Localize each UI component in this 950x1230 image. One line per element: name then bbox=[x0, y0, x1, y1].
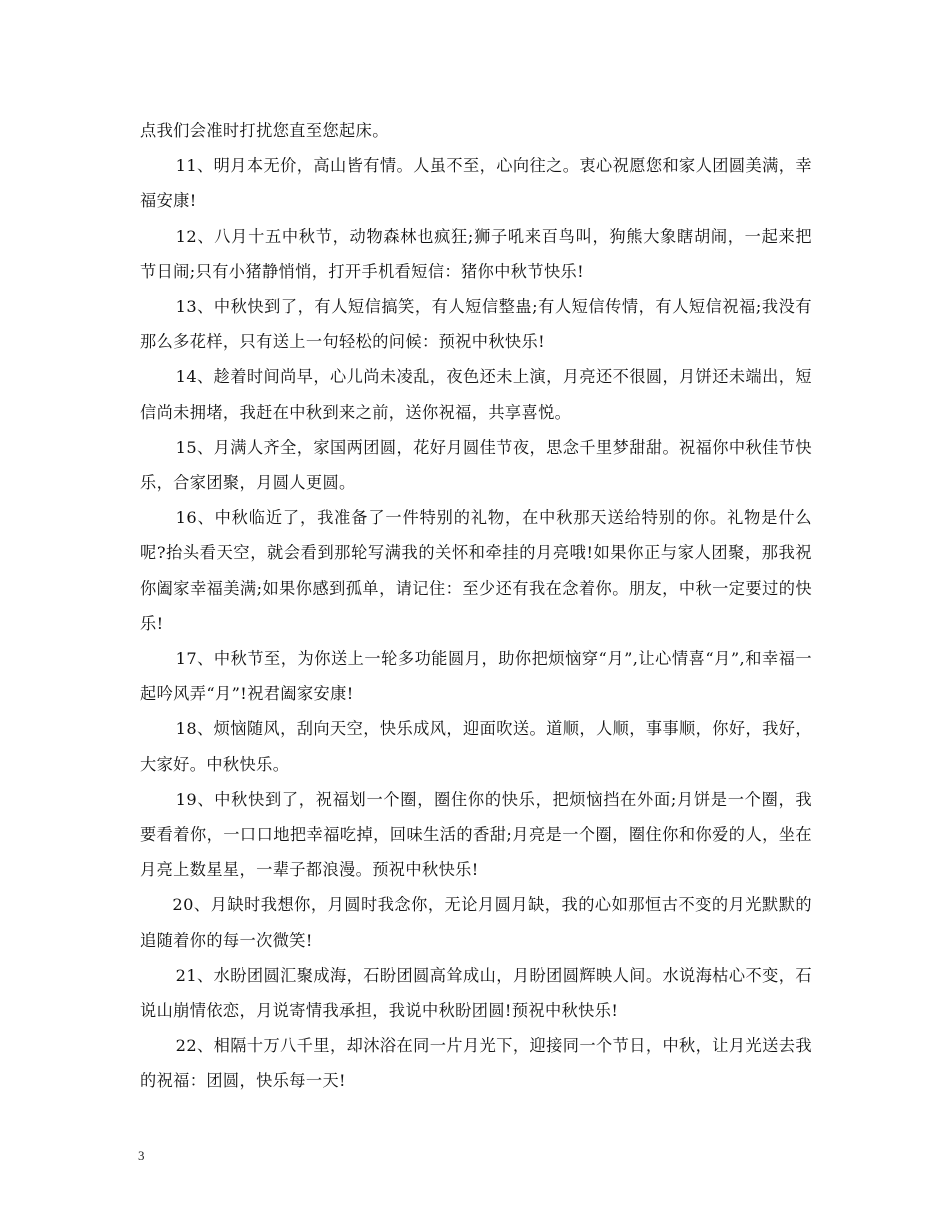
paragraph-21: 21、水盼团圆汇聚成海，石盼团圆高耸成山，月盼团圆辉映人间。水说海枯心不变，石说山崩情依恋，月说寄情我承担，我说中秋盼团圆!预祝中秋快乐! bbox=[140, 965, 812, 1021]
paragraph-20: 20、月缺时我想你，月圆时我念你，无论月圆月缺，我的心如那恒古不变的月光默默的追随着你的每一次微笑! bbox=[140, 895, 812, 950]
paragraph-13: 13、中秋快到了，有人短信搞笑，有人短信整蛊;有人短信传情，有人短信祝福;我没有那么多花样，只有送上一句轻松的问候：预祝中秋快乐! bbox=[140, 297, 812, 352]
paragraph-19: 19、中秋快到了，祝福划一个圈，圈住你的快乐，把烦恼挡在外面;月饼是一个圈，我要看着你，一口口地把幸福吃掉，回味生活的香甜;月亮是一个圈，圈住你和你爱的人，坐在月亮上数星星，一辈子都浪漫。预祝中秋快乐! bbox=[140, 789, 812, 880]
paragraph-11: 11、明月本无价，高山皆有情。人虽不至，心向往之。衷心祝愿您和家人团圆美满，幸福安康! bbox=[140, 156, 812, 211]
paragraph-18: 18、烦恼随风，刮向天空，快乐成风，迎面吹送。道顺，人顺，事事顺，你好，我好，大家好。中秋快乐。 bbox=[140, 719, 812, 774]
paragraph-22: 22、相隔十万八千里，却沐浴在同一片月光下，迎接同一个节日，中秋，让月光送去我的祝福：团圆，快乐每一天! bbox=[140, 1036, 812, 1091]
paragraph-continuation: 点我们会准时打扰您直至您起床。 bbox=[140, 121, 389, 140]
paragraph-14: 14、趁着时间尚早，心儿尚未凌乱，夜色还未上演，月亮还不很圆，月饼还未端出，短信尚未拥堵，我赶在中秋到来之前，送你祝福，共享喜悦。 bbox=[140, 367, 812, 422]
paragraph-15: 15、月满人齐全，家国两团圆，花好月圆佳节夜，思念千里梦甜甜。祝福你中秋佳节快乐，合家团聚，月圆人更圆。 bbox=[140, 437, 812, 493]
paragraph-16: 16、中秋临近了，我准备了一件特别的礼物，在中秋那天送给特别的你。礼物是什么呢?抬头看天空，就会看到那轮写满我的关怀和牵挂的月亮哦!如果你正与家人团聚，那我祝你阖家幸福美满;如果你感到孤单，请记住：至少还有我在念着你。朋友，中秋一定要过的快乐! bbox=[140, 508, 812, 633]
paragraph-12: 12、八月十五中秋节，动物森林也疯狂;狮子吼来百鸟叫，狗熊大象瞎胡闹，一起来把节日闹;只有小猪静悄悄，打开手机看短信：猪你中秋节快乐! bbox=[140, 226, 812, 281]
page-number: 3 bbox=[138, 1148, 145, 1163]
document-body bbox=[140, 113, 812, 1099]
paragraph-17: 17、中秋节至，为你送上一轮多功能圆月，助你把烦恼穿“月”,让心情喜“月”,和幸福一起吟风弄“月”!祝君阖家安康! bbox=[140, 649, 812, 704]
